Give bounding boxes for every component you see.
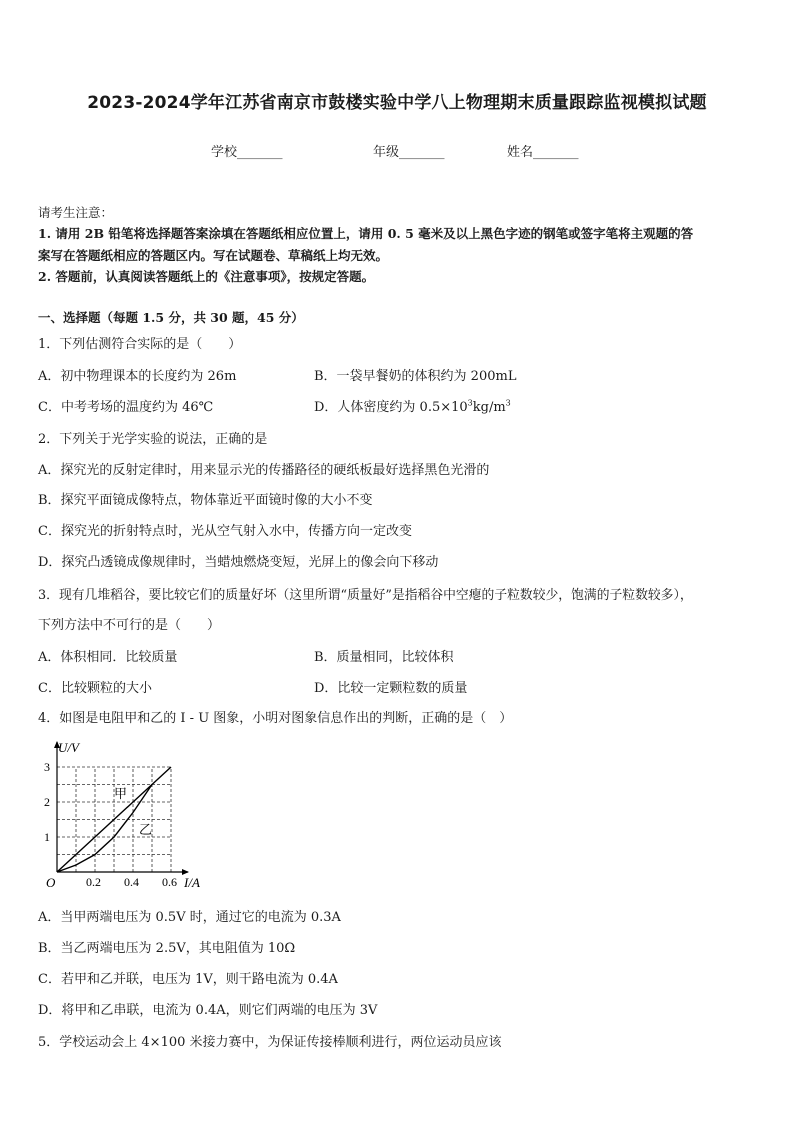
series-jia-label: 甲 (114, 787, 128, 802)
question-3-option-d: D．比较一定颗粒数的质量 (314, 681, 468, 696)
x-axis-label: I/A (184, 875, 200, 890)
question-2-option-a: A．探究光的反射定律时，用来显示光的传播路径的硬纸板最好选择黑色光滑的 (38, 463, 490, 478)
question-1-option-a: A．初中物理课本的长度约为 26m (38, 369, 237, 384)
question-3-stem-line-2: 下列方法中不可行的是（ ） (38, 618, 221, 633)
y-tick-label: 1 (44, 830, 50, 844)
x-tick-label: 0.4 (124, 875, 139, 889)
question-4-option-c: C．若甲和乙并联，电压为 1V，则干路电流为 0.4A (38, 972, 338, 987)
option-d-text: D．人体密度约为 0.5×10 (314, 400, 468, 415)
graph-axes (54, 741, 189, 875)
notice-heading: 请考生注意： (38, 205, 114, 220)
question-2-stem: 2．下列关于光学实验的说法，正确的是 (38, 432, 268, 447)
question-1-option-d (314, 396, 511, 415)
question-3-option-b: B．质量相同，比较体积 (314, 650, 454, 665)
question-4-option-d: D．将甲和乙串联，电流为 0.4A，则它们两端的电压为 3V (38, 1003, 378, 1018)
iu-graph (38, 738, 228, 890)
notice-line-1: 1. 请用 2B 铅笔将选择题答案涂填在答题纸相应位置上，请用 0. 5 毫米及以上黑色字迹的钢笔或签字笔将主观题的答 (38, 226, 694, 241)
question-4-option-a: A．当甲两端电压为 0.5V 时，通过它的电流为 0.3A (38, 910, 341, 925)
y-tick-label: 3 (44, 760, 50, 774)
grade-field: 年级_______ (373, 145, 445, 160)
question-3-option-a: A．体积相同．比较质量 (38, 650, 178, 665)
origin-label: O (46, 875, 56, 890)
question-2-option-b: B．探究平面镜成像特点，物体靠近平面镜时像的大小不变 (38, 493, 373, 508)
exam-title: 2023-2024学年江苏省南京市鼓楼实验中学八上物理期末质量跟踪监视模拟试题 (87, 93, 707, 113)
section-title: 一、选择题（每题 1.5 分，共 30 题，45 分） (38, 310, 304, 325)
question-5-stem: 5．学校运动会上 4×100 米接力赛中，为保证传接棒顺利进行，两位运动员应该 (38, 1035, 502, 1050)
name-field: 姓名_______ (507, 145, 579, 160)
question-4-option-b: B．当乙两端电压为 2.5V，其电阻值为 10Ω (38, 941, 296, 956)
question-2-option-d: D．探究凸透镜成像规律时，当蜡烛燃烧变短，光屏上的像会向下移动 (38, 555, 439, 570)
x-tick-label: 0.2 (86, 875, 101, 889)
question-3-option-c: C．比较颗粒的大小 (38, 681, 152, 696)
question-1-stem: 1．下列估测符合实际的是（ ） (38, 337, 242, 352)
y-axis-label: U/V (58, 740, 79, 755)
exponent: 3 (467, 398, 473, 408)
question-1-option-c: C．中考考场的温度约为 46℃ (38, 400, 214, 415)
series-yi-label: 乙 (139, 823, 153, 838)
question-1-option-b: B．一袋早餐奶的体积约为 200mL (314, 369, 517, 384)
x-tick-label: 0.6 (162, 875, 177, 889)
notice-line-2: 案写在答题纸相应的答题区内。写在试题卷、草稿纸上均无效。 (38, 248, 389, 263)
question-2-option-c: C．探究光的折射特点时，光从空气射入水中，传播方向一定改变 (38, 524, 412, 539)
unit-exponent: 3 (505, 398, 511, 408)
question-3-stem-line-1: 3．现有几堆稻谷，要比较它们的质量好坏（这里所谓“质量好”是指稻谷中空瘪的子粒数较少，饱满的子粒数较多）， (38, 588, 693, 603)
y-tick-label: 2 (44, 795, 50, 809)
unit-text: kg/m (472, 400, 506, 415)
notice-line-3: 2. 答题前，认真阅读答题纸上的《注意事项》，按规定答题。 (38, 269, 375, 284)
question-4-stem: 4．如图是电阻甲和乙的 I - U 图象，小明对图象信息作出的判断，正确的是（ ） (38, 711, 513, 726)
school-field: 学校_______ (211, 145, 283, 160)
